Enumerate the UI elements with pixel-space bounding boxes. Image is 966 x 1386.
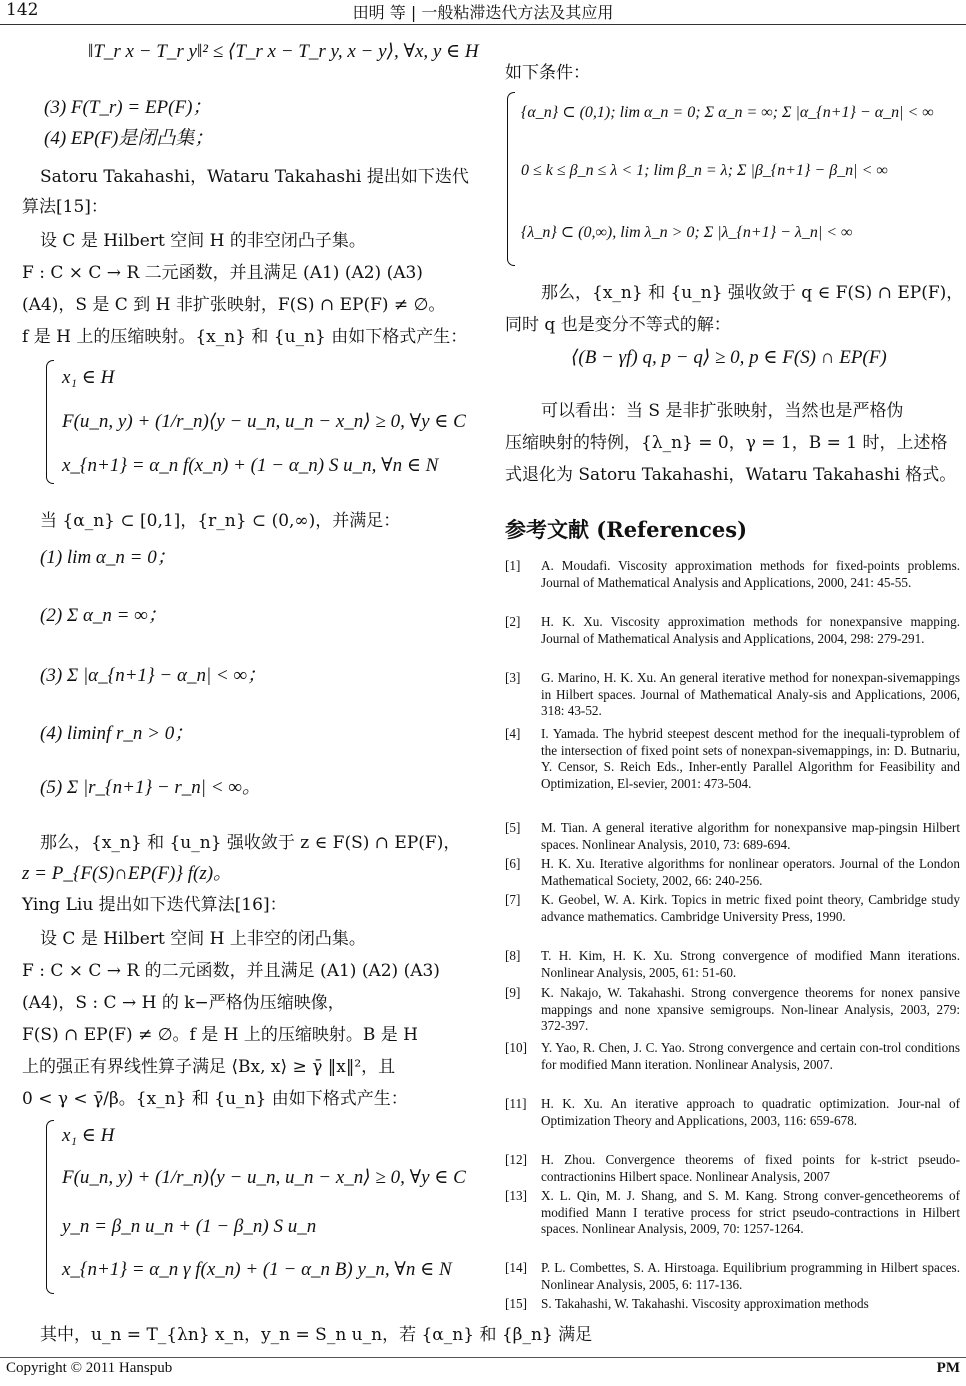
reference-number: [12] (505, 1152, 527, 1167)
copyright: Copyright © 2011 Hanspub (6, 1360, 173, 1376)
reference-text: X. L. Qin, M. J. Shang, and S. M. Kang. Strong conver-gencetheorems of modified Mann I terative process for strict pseudo-contractions in Hilbert spaces. Nonlinear Analysis, 2009, 70: 1257-1264. (541, 1188, 960, 1237)
reference-number: [2] (505, 614, 521, 629)
reference-item (505, 614, 960, 647)
cond-3: (3) Σ |α_{n+1} − α_n| < ∞； (40, 665, 267, 686)
system-3-row-3: {λ_n} ⊂ (0,∞), lim λ_n > 0; Σ |λ_{n+1} − λ_n| < ∞ (521, 224, 853, 241)
reference-number: [14] (505, 1260, 527, 1275)
para-2-line-4: f 是 H 上的压缩映射。{x_n} 和 {u_n} 由如下格式产生： (22, 327, 468, 347)
reference-number: [4] (505, 726, 521, 741)
reference-text: P. L. Combettes, S. A. Hirstoaga. Equilibrium programming in Hilbert spaces. Nonlinear Analysis, 2005, 6: 117-136. (541, 1260, 960, 1292)
reference-text: M. Tian. A general iterative algorithm for nonexpansive map-pingsin Hilbert spaces. Nonlinear Analysis, 2010, 73: 689-694. (541, 820, 960, 852)
then-line-1: 那么，{x_n} 和 {u_n} 强收敛于 z ∈ F(S) ∩ EP(F)， (40, 833, 461, 853)
reference-item (505, 1152, 960, 1185)
reference-text: H. K. Xu. Viscosity approximation methods for nonexpansive mapping. Journal of Mathematical Analysis and Applications, 2004, 298: 279-291. (541, 614, 960, 646)
reference-item (505, 856, 960, 889)
system-3-row-1: {α_n} ⊂ (0,1); lim α_n = 0; Σ α_n = ∞; Σ |α_{n+1} − α_n| < ∞ (521, 104, 934, 121)
header-rule (0, 24, 966, 25)
reference-item (505, 1260, 960, 1293)
condition-4: (4) EP(F)是闭凸集； (44, 128, 214, 149)
reference-text: S. Takahashi, W. Takahashi. Viscosity approximation methods (541, 1296, 869, 1311)
reference-number: [15] (505, 1296, 527, 1311)
system-1-row-1: x₁ ∈ H (62, 367, 115, 388)
liu-line-2: 设 C 是 Hilbert 空间 H 上非空的闭凸集。 (40, 929, 366, 949)
when-condition: 当 {α_n} ⊂ [0,1]，{r_n} ⊂ (0,∞)，并满足： (40, 511, 401, 531)
variational-inequality: ⟨(B − γf) q, p − q⟩ ≥ 0, p ∈ F(S) ∩ EP(F) (571, 347, 887, 368)
reference-text: I. Yamada. The hybrid steepest descent method for the inequali-typroblem of the intersection of fixed point sets of nonexpan-sivemappings, in: D. Butnariu, Y. Censor, S. Reich Eds., Inher-ently Parallel Algorithm for Feasibility and Optimization, El-sevier, 2001: 473-504. (541, 726, 960, 791)
reference-text: H. Zhou. Convergence theorems of fixed points for k-strict pseudo-contractionins Hilbert space. Nonlinear Analysis, 2007 (541, 1152, 960, 1184)
page-number: 142 (6, 0, 39, 20)
reference-number: [7] (505, 892, 521, 907)
system-1-row-2: F(u_n, y) + (1/r_n)⟨y − u_n, u_n − x_n⟩ ≥ 0, ∀y ∈ C (62, 411, 466, 432)
running-title: 田明 等 | 一般粘滞迭代方法及其应用 (352, 3, 614, 22)
reference-number: [13] (505, 1188, 527, 1203)
reference-text: K. Nakajo, W. Takahashi. Strong convergence theorems for nonex pansive mappings and none xpansive semigroups. Non-linear Analysis, 2003, 279: 372-397. (541, 985, 960, 1034)
reference-text: Y. Yao, R. Chen, J. C. Yao. Strong convergence and certain con-trol conditions for modified Mann iteration. Nonlinear Analysis, 2007. (541, 1040, 960, 1072)
reference-number: [1] (505, 558, 521, 573)
reference-text: G. Marino, H. K. Xu. An general iterative method for nonexpan-sivemappings in Hilbert spaces. Journal of Mathematical Analy-sis and Applications, 2006, 318: 43-52. (541, 670, 960, 719)
system-2-row-2: F(u_n, y) + (1/r_n)⟨y − u_n, u_n − x_n⟩ ≥ 0, ∀y ∈ C (62, 1167, 466, 1188)
system-2-row-4: x_{n+1} = α_n γ f(x_n) + (1 − α_n B) y_n, ∀n ∈ N (62, 1259, 452, 1280)
reference-item (505, 726, 960, 792)
reference-number: [5] (505, 820, 521, 835)
publisher-mark: PM (936, 1360, 960, 1376)
reference-text: K. Geobel, W. A. Kirk. Topics in metric fixed point theory, Cambridge study advance mathematics. Cambridge University Press, 1990. (541, 892, 960, 924)
system-1-brace (46, 360, 54, 484)
reference-number: [3] (505, 670, 521, 685)
reference-number: [8] (505, 948, 521, 963)
para-2-line-1: 设 C 是 Hilbert 空间 H 的非空闭凸子集。 (40, 231, 366, 251)
system-2-brace (46, 1120, 54, 1294)
then-line-2: z = P_{F(S)∩EP(F)} f(z)。 (22, 863, 233, 884)
liu-line-1: Ying Liu 提出如下迭代算法[16]： (22, 895, 287, 915)
cond-5: (5) Σ |r_{n+1} − r_n| < ∞。 (40, 777, 261, 798)
system-2-row-1: x₁ ∈ H (62, 1125, 115, 1146)
system-3-brace (507, 92, 515, 266)
liu-line-4: (A4)，S : C → H 的 k−严格伪压缩映像， (22, 993, 345, 1013)
para-1-line-2: 算法[15]： (22, 197, 108, 217)
reference-number: [6] (505, 856, 521, 871)
reference-item (505, 1040, 960, 1073)
then-b: 同时 q 也是变分不等式的解： (505, 315, 731, 335)
references-heading: 参考文献 (References) (505, 517, 748, 542)
reference-text: H. K. Xu. An iterative approach to quadratic optimization. Jour-nal of Optimization Theory and Applications, 2003, 116: 659-678. (541, 1096, 960, 1128)
condition-3: (3) F(T_r) = EP(F)； (44, 97, 212, 118)
liu-line-3: F : C × C → R 的二元函数，并且满足 (A1) (A2) (A3) (22, 961, 440, 981)
liu-line-5: F(S) ∩ EP(F) ≠ ∅。f 是 H 上的压缩映射。B 是 H (22, 1025, 418, 1045)
system-1-row-3: x_{n+1} = α_n f(x_n) + (1 − α_n) S u_n, ∀n ∈ N (62, 455, 439, 476)
reference-item (505, 1296, 960, 1313)
system-3-row-2: 0 ≤ k ≤ β_n ≤ λ < 1; lim β_n = λ; Σ |β_{n+1} − β_n| < ∞ (521, 162, 888, 179)
cond-4: (4) liminf r_n > 0； (40, 723, 194, 744)
liu-line-6: 上的强正有界线性算子满足 ⟨Bx, x⟩ ≥ γ̄ ‖x‖²，且 (22, 1057, 396, 1077)
reference-number: [11] (505, 1096, 527, 1111)
reference-item (505, 1188, 960, 1238)
para-2-line-2: F : C × C → R 二元函数，并且满足 (A1) (A2) (A3) (22, 263, 423, 283)
para-2-line-3: (A4)，S 是 C 到 H 非扩张映射，F(S) ∩ EP(F) ≠ ∅。 (22, 295, 446, 315)
page-footer (0, 1360, 966, 1384)
reference-item (505, 892, 960, 925)
then-a: 那么，{x_n} 和 {u_n} 强收敛于 q ∈ F(S) ∩ EP(F)， (541, 283, 964, 303)
where-line: 其中，u_n = T_{λn} x_n，y_n = S_n u_n，若 {α_n} 和 {β_n} 满足 (40, 1325, 593, 1345)
reference-number: [10] (505, 1040, 527, 1055)
observation-line-1: 可以看出：当 S 是非扩张映射，当然也是严格伪 (541, 401, 904, 421)
reference-item (505, 820, 960, 853)
para-1-line-1: Satoru Takahashi，Wataru Takahashi 提出如下迭代 (40, 167, 469, 187)
ineq-top: ‖T_r x − T_r y‖² ≤ ⟨T_r x − T_r y, x − y⟩, ∀x, y ∈ H (88, 41, 479, 62)
reference-item (505, 670, 960, 720)
cond-1: (1) lim α_n = 0； (40, 547, 176, 568)
footer-rule (0, 1357, 966, 1358)
reference-text: H. K. Xu. Iterative algorithms for nonlinear operators. Journal of the London Mathematical Society, 2002, 66: 240-256. (541, 856, 960, 888)
reference-item (505, 558, 960, 591)
reference-item (505, 948, 960, 981)
reference-text: T. H. Kim, H. K. Xu. Strong convergence of modified Mann iterations. Nonlinear Analysis, 2005, 61: 51-60. (541, 948, 960, 980)
reference-item (505, 985, 960, 1035)
cond-2: (2) Σ α_n = ∞； (40, 605, 167, 626)
system-2-row-3: y_n = β_n u_n + (1 − β_n) S u_n (62, 1216, 317, 1237)
reference-item (505, 1096, 960, 1129)
reference-number: [9] (505, 985, 521, 1000)
intro-line: 如下条件： (505, 63, 590, 83)
reference-text: A. Moudafi. Viscosity approximation methods for fixed-points problems. Journal of Mathematical Analysis and Applications, 2000, 241: 45-55. (541, 558, 960, 590)
observation-line-3: 式退化为 Satoru Takahashi，Wataru Takahashi 格式。 (505, 465, 957, 485)
liu-line-7: 0 < γ < γ̄/β。{x_n} 和 {u_n} 由如下格式产生： (22, 1089, 408, 1109)
observation-line-2: 压缩映射的特例，{λ_n} = 0，γ = 1，B = 1 时，上述格 (505, 433, 948, 453)
